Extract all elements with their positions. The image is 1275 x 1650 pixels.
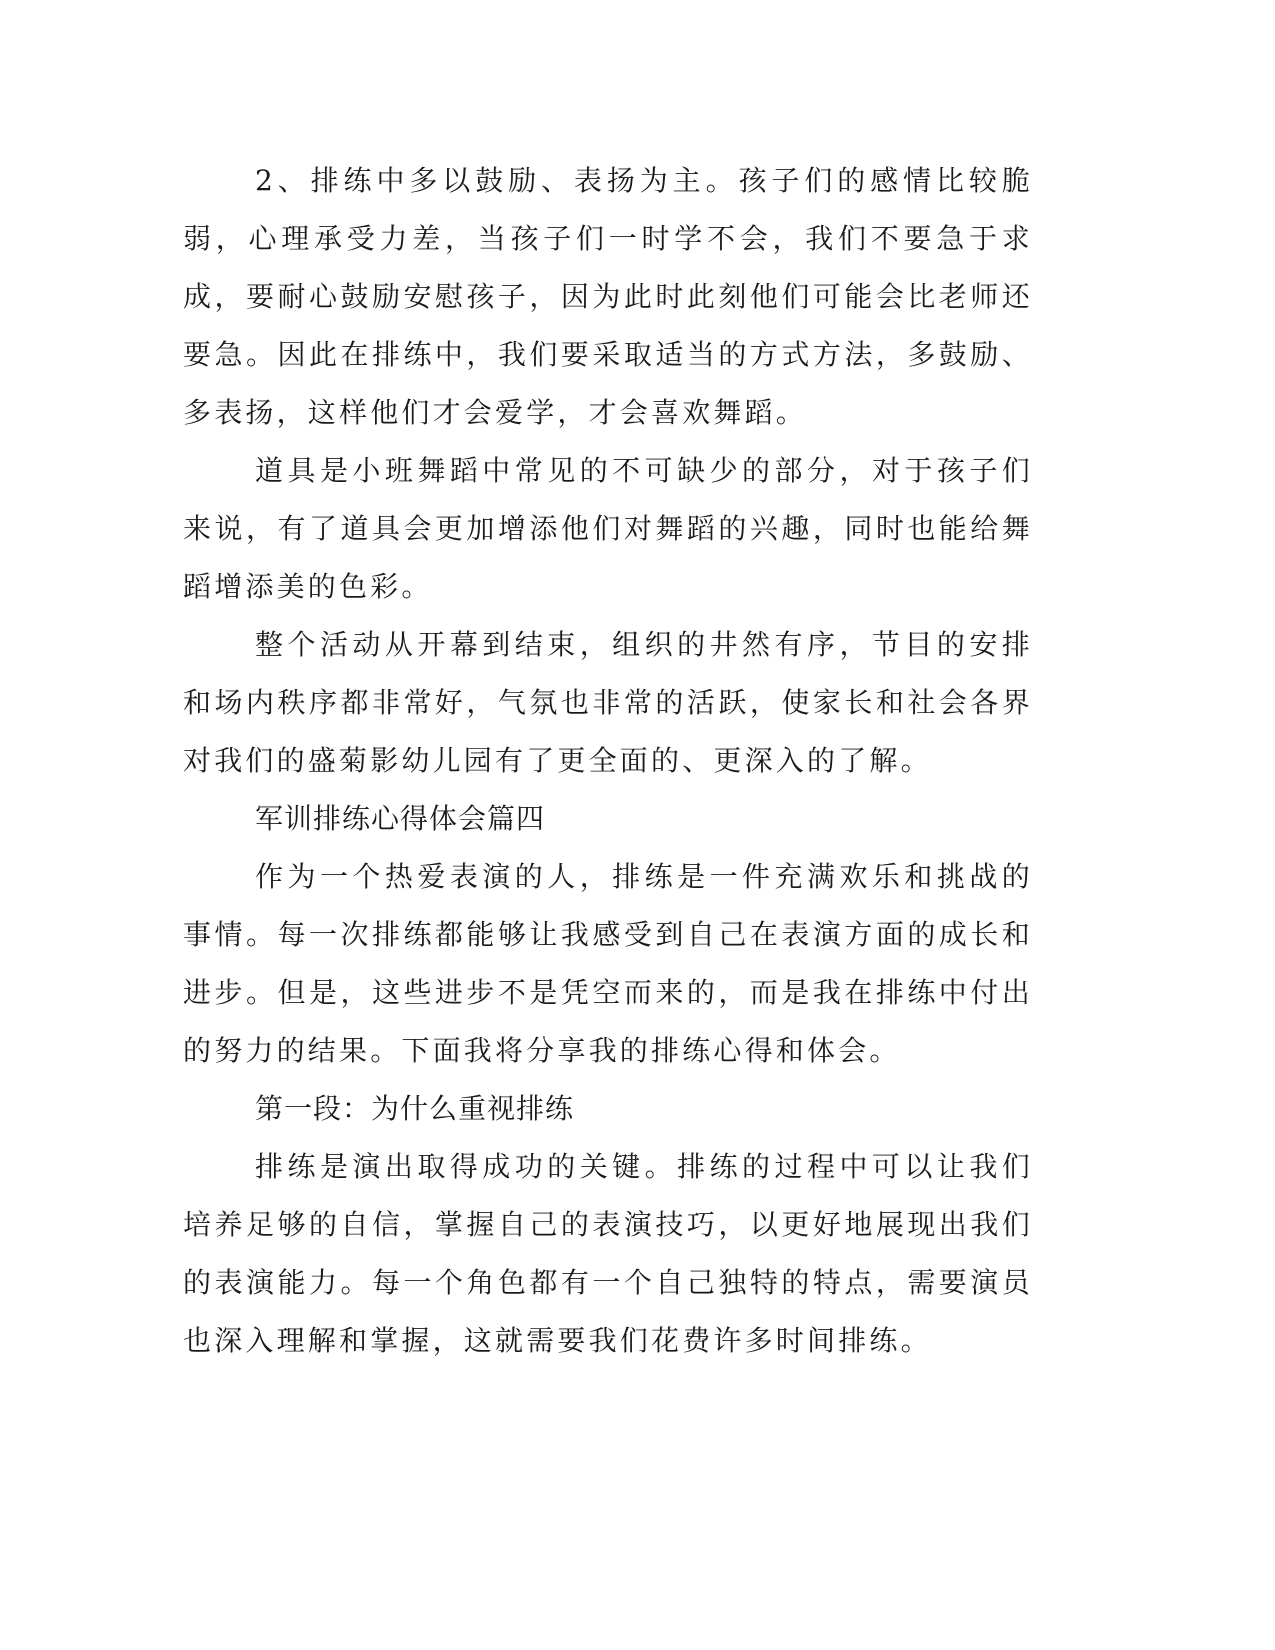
section-heading: 军训排练心得体会篇四 (255, 802, 546, 835)
paragraph-activity: 整个活动从开幕到结束，组织的井然有序，节目的安排和场内秩序都非常好，气氛也非常的活跃，使家长和社会各界对我们的盛菊影幼儿园有了更全面的、更深入的了解。 (183, 628, 1033, 777)
paragraph-encouragement: 2、排练中多以鼓励、表扬为主。孩子们的感情比较脆弱，心理承受力差，当孩子们一时学不会，我们不要急于求成，要耐心鼓励安慰孩子，因为此时此刻他们可能会比老师还要急。因此在排练中，我们要采取适当的方式方法，多鼓励、多表扬，这样他们才会爱学，才会喜欢舞蹈。 (183, 164, 1033, 429)
subsection-heading: 第一段：为什么重视排练 (255, 1092, 575, 1125)
document-body (183, 152, 1033, 1370)
paragraph-importance: 排练是演出取得成功的关键。排练的过程中可以让我们培养足够的自信，掌握自己的表演技巧，以更好地展现出我们的表演能力。每一个角色都有一个自己独特的特点，需要演员也深入理解和掌握，这就需要我们花费许多时间排练。 (183, 1150, 1033, 1357)
paragraph-props: 道具是小班舞蹈中常见的不可缺少的部分，对于孩子们来说，有了道具会更加增添他们对舞蹈的兴趣，同时也能给舞蹈增添美的色彩。 (183, 454, 1033, 603)
paragraph-intro: 作为一个热爱表演的人，排练是一件充满欢乐和挑战的事情。每一次排练都能够让我感受到自己在表演方面的成长和进步。但是，这些进步不是凭空而来的，而是我在排练中付出的努力的结果。下面我将分享我的排练心得和体会。 (183, 860, 1033, 1067)
